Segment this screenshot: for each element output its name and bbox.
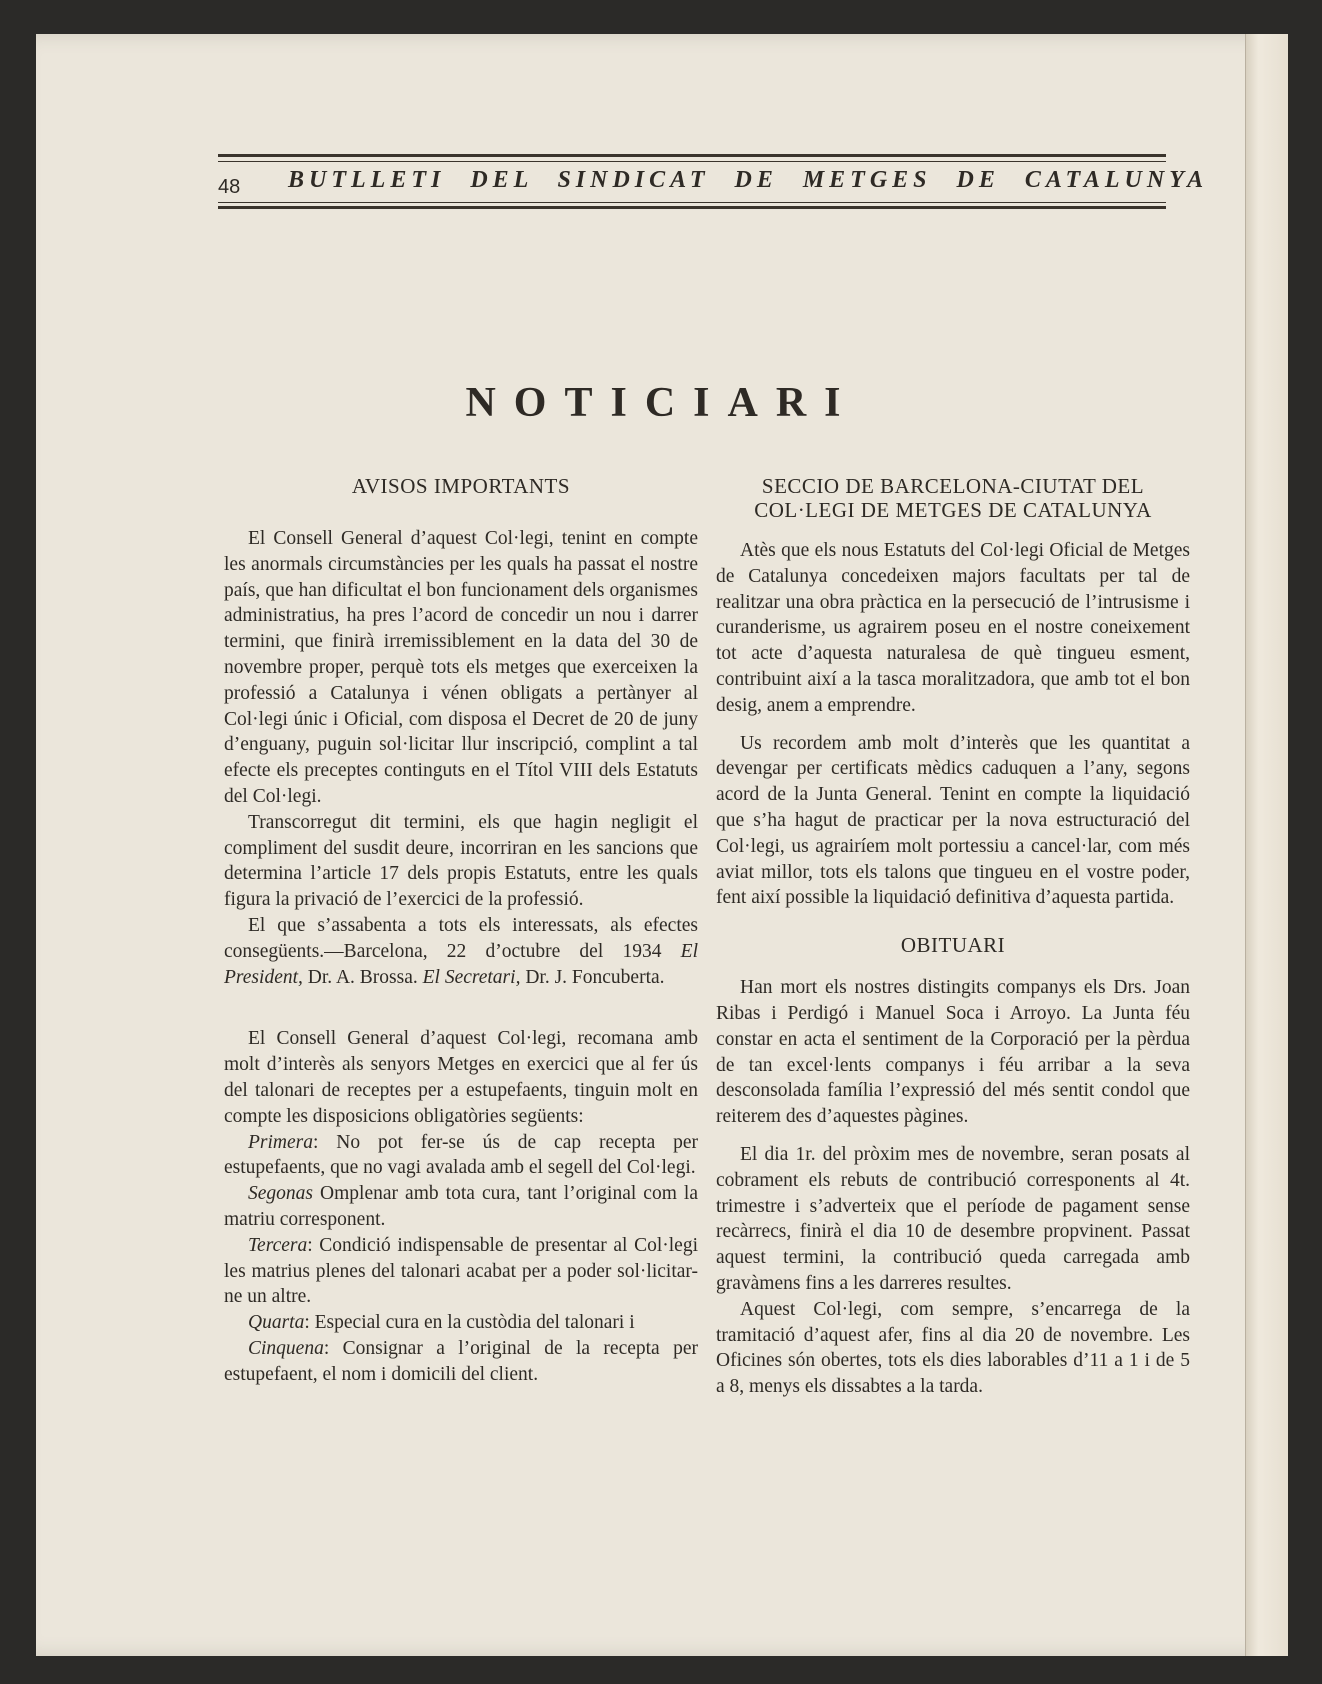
item-sep: : bbox=[304, 1312, 315, 1334]
item-text: Consignar a l’original de la recepta per estupefaent, el nom i domicili del client. bbox=[224, 1337, 698, 1385]
paragraph: El dia 1r. del pròxim mes de novembre, seran posats al cobrament els rebuts de contribució corresponents al 4t. trimestre i s’adverteix que el període de pagament sense recàrrecs, finirà el dia 10 de desembre propvinent. Passat aquest termini, la contribució queda carregada amb gravàmens fins a les darreres resultes. bbox=[716, 1143, 1190, 1294]
heading-obituari: OBITUARI bbox=[900, 933, 1006, 958]
left-column bbox=[224, 474, 698, 1388]
list-item bbox=[224, 1181, 698, 1233]
item-sep: : bbox=[307, 1234, 320, 1256]
list-item bbox=[224, 1233, 698, 1310]
header-rule bbox=[218, 154, 1166, 157]
section-title: NOTICIARI bbox=[465, 380, 859, 426]
item-sep: : bbox=[323, 1337, 343, 1359]
item-text: No pot fer-se ús de cap recepta per estupefaents, que no vagi avalada amb el segell del Col·legi. bbox=[224, 1131, 698, 1179]
signature-role: El President, bbox=[224, 940, 698, 988]
paragraph: Atès que els nous Estatuts del Col·legi Oficial de Metges de Catalunya concedeixen majors facultats per tal de realitzar una obra pràctica en la persecució de l’intrusisme i curanderisme, us agrairem poseu en el nostre coneixement tot acte d’aquesta naturalesa de què tingueu esment, contribuint així a la tasca moralitzadora, que amb tot el bon desig, anem a emprendre. bbox=[716, 540, 1190, 716]
right-column bbox=[716, 474, 1190, 1400]
header-rule bbox=[218, 202, 1166, 203]
header-rule bbox=[218, 161, 1166, 162]
running-header bbox=[218, 154, 1209, 220]
item-text: Condició indispensable de presentar al Col·legi les matrius plenes del talonari acabat per a poder sol·licitar-ne un altre. bbox=[224, 1234, 698, 1308]
signature-name: Dr. A. Brossa. bbox=[302, 966, 423, 988]
page bbox=[36, 34, 1288, 1656]
item-text: Especial cura en la custòdia del talonari i bbox=[314, 1312, 635, 1334]
item-label: Cinquena bbox=[248, 1337, 324, 1359]
list-item bbox=[224, 1130, 698, 1182]
item-label: Tercera bbox=[248, 1234, 308, 1256]
page-number: 48 bbox=[218, 176, 241, 198]
paragraph: El Consell General d’aquest Col·legi, recomana amb molt d’interès als senyors Metges en exercici que al fer ús del talonari de receptes per a estupefaents, tinguin molt en compte les disposicions obligatòries següents: bbox=[224, 1028, 698, 1127]
item-sep bbox=[313, 1183, 320, 1204]
paragraph bbox=[224, 913, 698, 990]
item-sep: : bbox=[313, 1131, 337, 1153]
item-label: Primera bbox=[248, 1131, 313, 1153]
heading-avisos: AVISOS IMPORTANTS bbox=[351, 474, 571, 498]
paragraph: Aquest Col·legi, com sempre, s’encarrega de la tramitació d’aquest afer, fins al dia 20 de novembre. Les Oficines són obertes, tots els dies laborables d’11 a 1 i de 5 a 8, menys els dissabtes a la tarda. bbox=[716, 1298, 1190, 1398]
paragraph: Us recordem amb molt d’interès que les quantitat a devengar per certificats mèdics caduquen a l’any, segons acord de la Junta General. Tenint en compte la liquidació que s’ha hagut de practicar per la nova estructuració del Col·legi, us agrairíem molt portessiu a cancel·lar, com més aviat millor, tots els talons que tingueu en el vostre poder, fent així possible la liquidació definitiva d’aquesta partida. bbox=[716, 732, 1190, 909]
paragraph: El Consell General d’aquest Col·legi, tenint en compte les anormals circumstàncies per les quals ha passat el nostre país, que han dificultat el bon funcionament dels organismes administratius, ha pres l’acord de concedir un nou i darrer termini, que finirà irremissiblement en la data del 30 de novembre proper, perquè tots els metges que exerceixen la professió a Catalunya i vénen obligats a pertànyer al Col·legi únic i Oficial, com disposa el Decret de 20 de juny d’enguany, puguin sol·licitar llur inscripció, complint a tal efecte els preceptes continguts en el Títol VIII dels Estatuts del Col·legi. bbox=[224, 528, 698, 807]
item-text: Omplenar amb tota cura, tant l’original com la matriu corresponent. bbox=[224, 1183, 698, 1230]
paragraph-text: El que s’assabenta a tots els interessats, als efectes consegüents.—Barcelona, 22 d’octubre del 1934 bbox=[224, 914, 698, 962]
paragraph: Transcorregut dit termini, els que hagin negligit el compliment del susdit deure, incorriran en les sancions que determina l’article 17 dels propis Estatuts, entre les quals figura la privació de l’exercici de la professió. bbox=[224, 811, 698, 911]
signature-role: El Secretari, bbox=[422, 966, 521, 988]
item-label: Quarta bbox=[248, 1312, 305, 1334]
heading-seccio: SECCIO DE BARCELONA-CIUTAT DEL COL·LEGI DE METGES DE CATALUNYA bbox=[754, 474, 1152, 522]
item-label: Segonas bbox=[248, 1183, 313, 1205]
page-edge bbox=[1245, 34, 1288, 1656]
signature-name: Dr. J. Foncuberta. bbox=[520, 966, 665, 988]
list-item bbox=[224, 1310, 698, 1336]
journal-title: BUTLLETI DEL SINDICAT DE METGES DE CATALUNYA bbox=[288, 167, 1209, 193]
list-item bbox=[224, 1336, 698, 1388]
paragraph: Han mort els nostres distingits companys els Drs. Joan Ribas i Perdigó i Manuel Soca i Arroyo. La Junta féu constar en acta el sentiment de la Corporació per la pèrdua de tan excel·lents companys i féu arribar a la seva desconsolada família l’expressió del més sentit condol que reiterem des d’aquestes pàgines. bbox=[716, 977, 1190, 1128]
header-rule bbox=[218, 206, 1166, 209]
